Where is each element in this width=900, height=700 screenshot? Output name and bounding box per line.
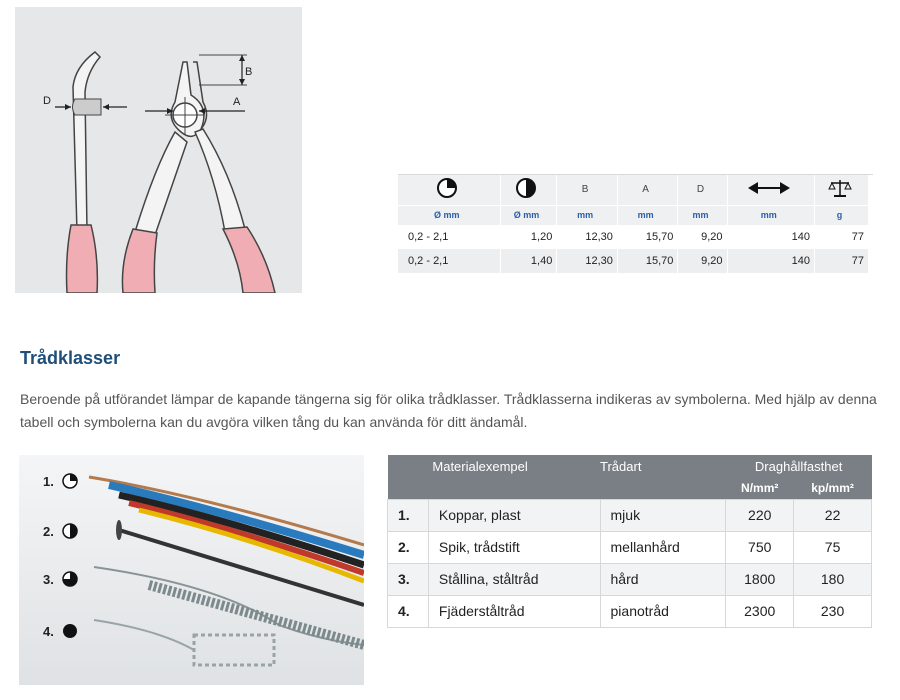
row-index: 1. — [388, 499, 429, 531]
spec-cell: 0,2 - 2,1 — [398, 249, 500, 273]
spec-cell: 15,70 — [617, 225, 678, 249]
unit-cell: mm — [557, 205, 618, 225]
row-material: Koppar, plast — [428, 499, 600, 531]
unit-cell: g — [815, 205, 869, 225]
row-material: Fjäderståltråd — [428, 595, 600, 627]
table-row — [388, 499, 872, 531]
wire-label-1: 1. — [43, 474, 54, 489]
quarter-circle-icon — [398, 175, 500, 205]
spec-cell: 1,40 — [500, 249, 557, 273]
wire-label-3: 3. — [43, 572, 54, 587]
header-empty — [388, 455, 429, 477]
label-a: A — [233, 96, 241, 108]
row-n: 1800 — [726, 563, 794, 595]
unit-cell: mm — [727, 205, 814, 225]
spec-units-row — [398, 205, 869, 225]
wire-label-2: 2. — [43, 524, 54, 539]
half-circle-icon — [500, 175, 557, 205]
spec-cell: 140 — [727, 225, 814, 249]
spec-icon-row — [398, 175, 869, 205]
row-index: 4. — [388, 595, 429, 627]
header-empty — [600, 477, 726, 499]
length-arrows-icon — [727, 175, 814, 205]
table-row — [388, 531, 872, 563]
scale-icon — [815, 175, 869, 205]
row-type: mellanhård — [600, 531, 726, 563]
unit-cell: mm — [617, 205, 678, 225]
spec-cell: 77 — [815, 249, 869, 273]
col-header-d: D — [678, 175, 727, 205]
row-material: Spik, trådstift — [428, 531, 600, 563]
row-n: 2300 — [726, 595, 794, 627]
wire-table-subheader-row — [388, 477, 872, 499]
spec-cell: 140 — [727, 249, 814, 273]
header-type: Trådart — [600, 455, 726, 477]
spec-row — [398, 225, 869, 249]
header-empty — [388, 477, 429, 499]
row-index: 2. — [388, 531, 429, 563]
spec-cell: 9,20 — [678, 225, 727, 249]
col-header-b: B — [557, 175, 618, 205]
spec-cell: 9,20 — [678, 249, 727, 273]
wire-label-4: 4. — [43, 624, 54, 639]
spec-cell: 1,20 — [500, 225, 557, 249]
full-circle-icon — [63, 624, 77, 638]
row-material: Stållina, ståltråd — [428, 563, 600, 595]
row-n: 220 — [726, 499, 794, 531]
row-type: hård — [600, 563, 726, 595]
row-index: 3. — [388, 563, 429, 595]
label-b: B — [245, 66, 253, 78]
spec-cell: 15,70 — [617, 249, 678, 273]
row-n: 750 — [726, 531, 794, 563]
spec-cell: 12,30 — [557, 225, 618, 249]
unit-cell: Ø mm — [500, 205, 557, 225]
wire-classes-photo — [19, 455, 364, 685]
section-paragraph: Beroende på utförandet lämpar de kapande tängerna sig för olika trådklasser. Trådklasserna indikeras av symbolerna. Med hjälp av denna tabell och symbolerna kan du avgöra vilken tång du kan använda för ditt ändamål. — [20, 391, 877, 430]
pliers-diagram — [15, 7, 302, 293]
table-row — [388, 595, 872, 627]
wire-classes-photo-svg — [19, 455, 364, 685]
spec-row — [398, 249, 869, 273]
wire-table-header-row — [388, 455, 872, 477]
row-type: mjuk — [600, 499, 726, 531]
label-d: D — [43, 95, 51, 107]
unit-cell: mm — [678, 205, 727, 225]
row-kp: 180 — [794, 563, 872, 595]
spec-table — [398, 175, 869, 273]
pliers-diagram-svg — [15, 7, 302, 293]
unit-cell: Ø mm — [398, 205, 500, 225]
header-empty — [428, 477, 600, 499]
wire-class-table-container — [387, 455, 872, 628]
spec-cell: 12,30 — [557, 249, 618, 273]
spec-cell: 0,2 - 2,1 — [398, 225, 500, 249]
header-strength: Draghållfasthet — [726, 455, 872, 477]
wire-class-table — [387, 455, 872, 628]
header-unit-kp: kp/mm² — [794, 477, 872, 499]
spec-cell: 77 — [815, 225, 869, 249]
row-kp: 230 — [794, 595, 872, 627]
col-header-a: A — [617, 175, 678, 205]
section-title: Trådklasser — [20, 348, 121, 368]
row-type: pianotråd — [600, 595, 726, 627]
table-row — [388, 563, 872, 595]
header-material: Materialexempel — [428, 455, 600, 477]
row-kp: 22 — [794, 499, 872, 531]
row-kp: 75 — [794, 531, 872, 563]
header-unit-n: N/mm² — [726, 477, 794, 499]
